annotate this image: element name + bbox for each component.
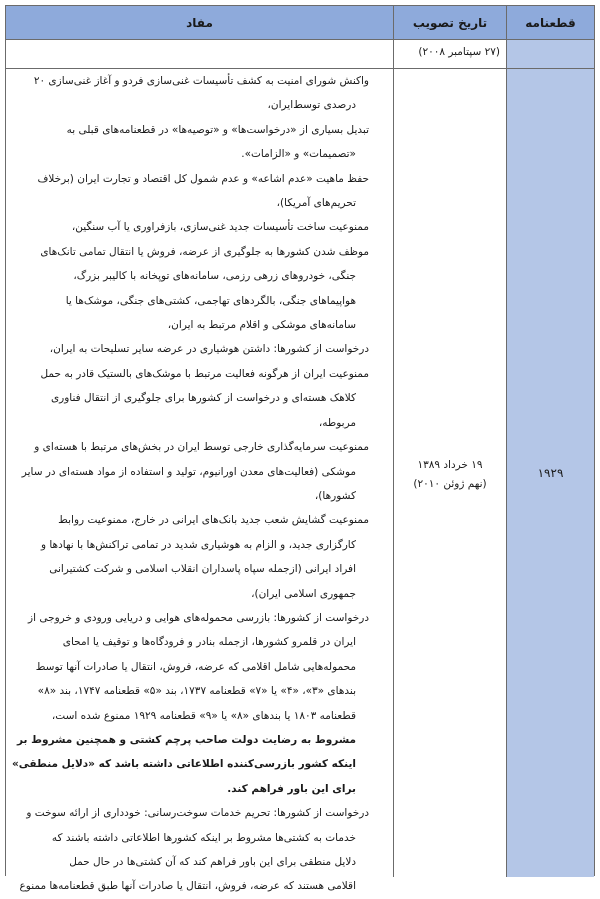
content-line: افراد ایرانی (ازجمله سپاه پاسداران انقلاب اسلامی و شرکت کشتیرانی [49,563,356,576]
content-line: موظف شدن کشورها به جلوگیری از عرضه، فروش یا انتقال تمامی تانک‌های [40,245,369,258]
content-line: موشکی (فعالیت‌های معدن اورانیوم، تولید و استفاده از مواد هسته‌ای در سایر [21,465,356,478]
content-text [6,69,393,899]
date-solar: ۱۹ خرداد ۱۳۸۹ [417,459,483,471]
content-line: کارگزاری جدید، و الزام به هوشیاری شدید در تمامی تراکنش‌ها با نهادها و [40,538,356,551]
content-line: ممنوعیت سرمایه‌گذاری خارجی توسط ایران در بخش‌های مرتبط با هسته‌ای و [34,441,369,454]
content-line: ایران در قلمرو کشورها، ازجمله بنادر و فرودگاه‌ها و توقیف یا امحای [62,636,356,649]
content-line: ممنوعیت ایران از هرگونه فعالیت مرتبط با موشک‌های بالستیک قادر به حمل [40,367,369,380]
content-line: تبدیل بسیاری از «درخواست‌ها» و «توصیه‌ها» در قطعنامه‌های قبلی به [66,123,369,136]
content-line: خدمات به کشتی‌ها مشروط بر اینکه کشورها اطلاعاتی داشته باشند که [51,831,356,844]
header-content: مفاد [186,15,213,30]
resolution-number: ۱۹۲۹ [506,69,594,877]
content-line: درخواست از کشورها: داشتن هوشیاری در عرضه سایر تسلیحات به ایران، [49,343,369,356]
resolution-cell [506,40,594,68]
content-line: جنگی، خودروهای زرهی رزمی، سامانه‌های توپخانه با کالیبر بزرگ، [73,270,356,283]
content-line: درخواست از کشورها: تحریم خدمات سوخت‌رسانی: خودداری از ارائه سوخت و [26,807,369,820]
content-line: ممنوعیت ساخت تأسیسات جدید غنی‌سازی، بازفراوری یا آب سنگین، [71,221,369,234]
content-line: حفظ ماهیت «عدم اشاعه» و عدم شمول کل اقتصاد و تجارت ایران (برخلاف [37,172,369,185]
date-cell: (۲۷ سپتامبر ۲۰۰۸) [393,40,506,68]
content-line: کشورها)، [314,489,356,502]
content-line: درخواست از کشورها: بازرسی محموله‌های هوایی و دریایی ورودی و خروجی از [28,611,369,624]
date-gregorian: (نهم ژوئن ۲۰۱۰) [413,478,487,490]
table-row [6,69,594,893]
content-line: بندهای «۳»، «۴» یا «۷» قطعنامه ۱۷۳۷، بند «۵» قطعنامه ۱۷۴۷، بند «۸» [37,685,356,698]
table-header [6,6,594,40]
content-cell [6,40,393,68]
date-cell [393,69,506,877]
content-line: دلایل منطقی برای این باور فراهم کند که آن کشتی‌ها در حال حمل [69,856,356,868]
content-line: واکنش شورای امنیت به کشف تأسیسات غنی‌سازی فردو و آغاز غنی‌سازی ۲۰ [33,75,369,87]
content-line: محموله‌هایی شامل اقلامی که عرضه، فروش، انتقال یا صادرات آنها توسط [35,660,356,673]
table-row [6,40,594,69]
content-line: برای این باور فراهم کند. [227,782,356,795]
content-line: مشروط به رضایت دولت صاحب پرچم کشتی و همچنین مشروط بر [17,733,356,746]
content-line: قطعنامه ۱۸۰۳ یا بندهای «۸» یا «۹» قطعنامه ۱۹۲۹ ممنوع شده است، [51,709,356,722]
content-line: هواپیماهای جنگی، بالگردهای تهاجمی، کشتی‌های جنگی، موشک‌ها یا [65,294,356,307]
content-line: جمهوری اسلامی ایران)، [251,587,356,600]
content-line: اینکه کشور بازرسی‌کننده اطلاعاتی داشته باشد که «دلایل منطقی» [12,758,356,771]
content-line: «تصمیمات» و «الزامات». [241,148,356,161]
content-line: ممنوعیت گشایش شعب جدید بانک‌های ایرانی در خارج، ممنوعیت روابط [58,514,369,527]
content-line: تحریم‌های آمریکا)، [276,197,356,210]
content-line: مربوطه، [318,416,356,429]
content-line: درصدی توسط‌ایران، [267,99,356,112]
resolutions-table [5,5,595,893]
content-cell [6,69,393,893]
content-line: اقلامی هستند که عرضه، فروش، انتقال یا صادرات آنها طبق قطعنامه‌ها ممنوع [19,880,356,893]
header-resolution: قطعنامه [506,6,594,39]
content-line: کلاهک هسته‌ای و درخواست از کشورها برای جلوگیری از انتقال فناوری [50,392,356,405]
header-date: تاریخ تصویب [393,6,506,39]
content-line: سامانه‌های موشکی و اقلام مرتبط به ایران، [167,319,356,332]
